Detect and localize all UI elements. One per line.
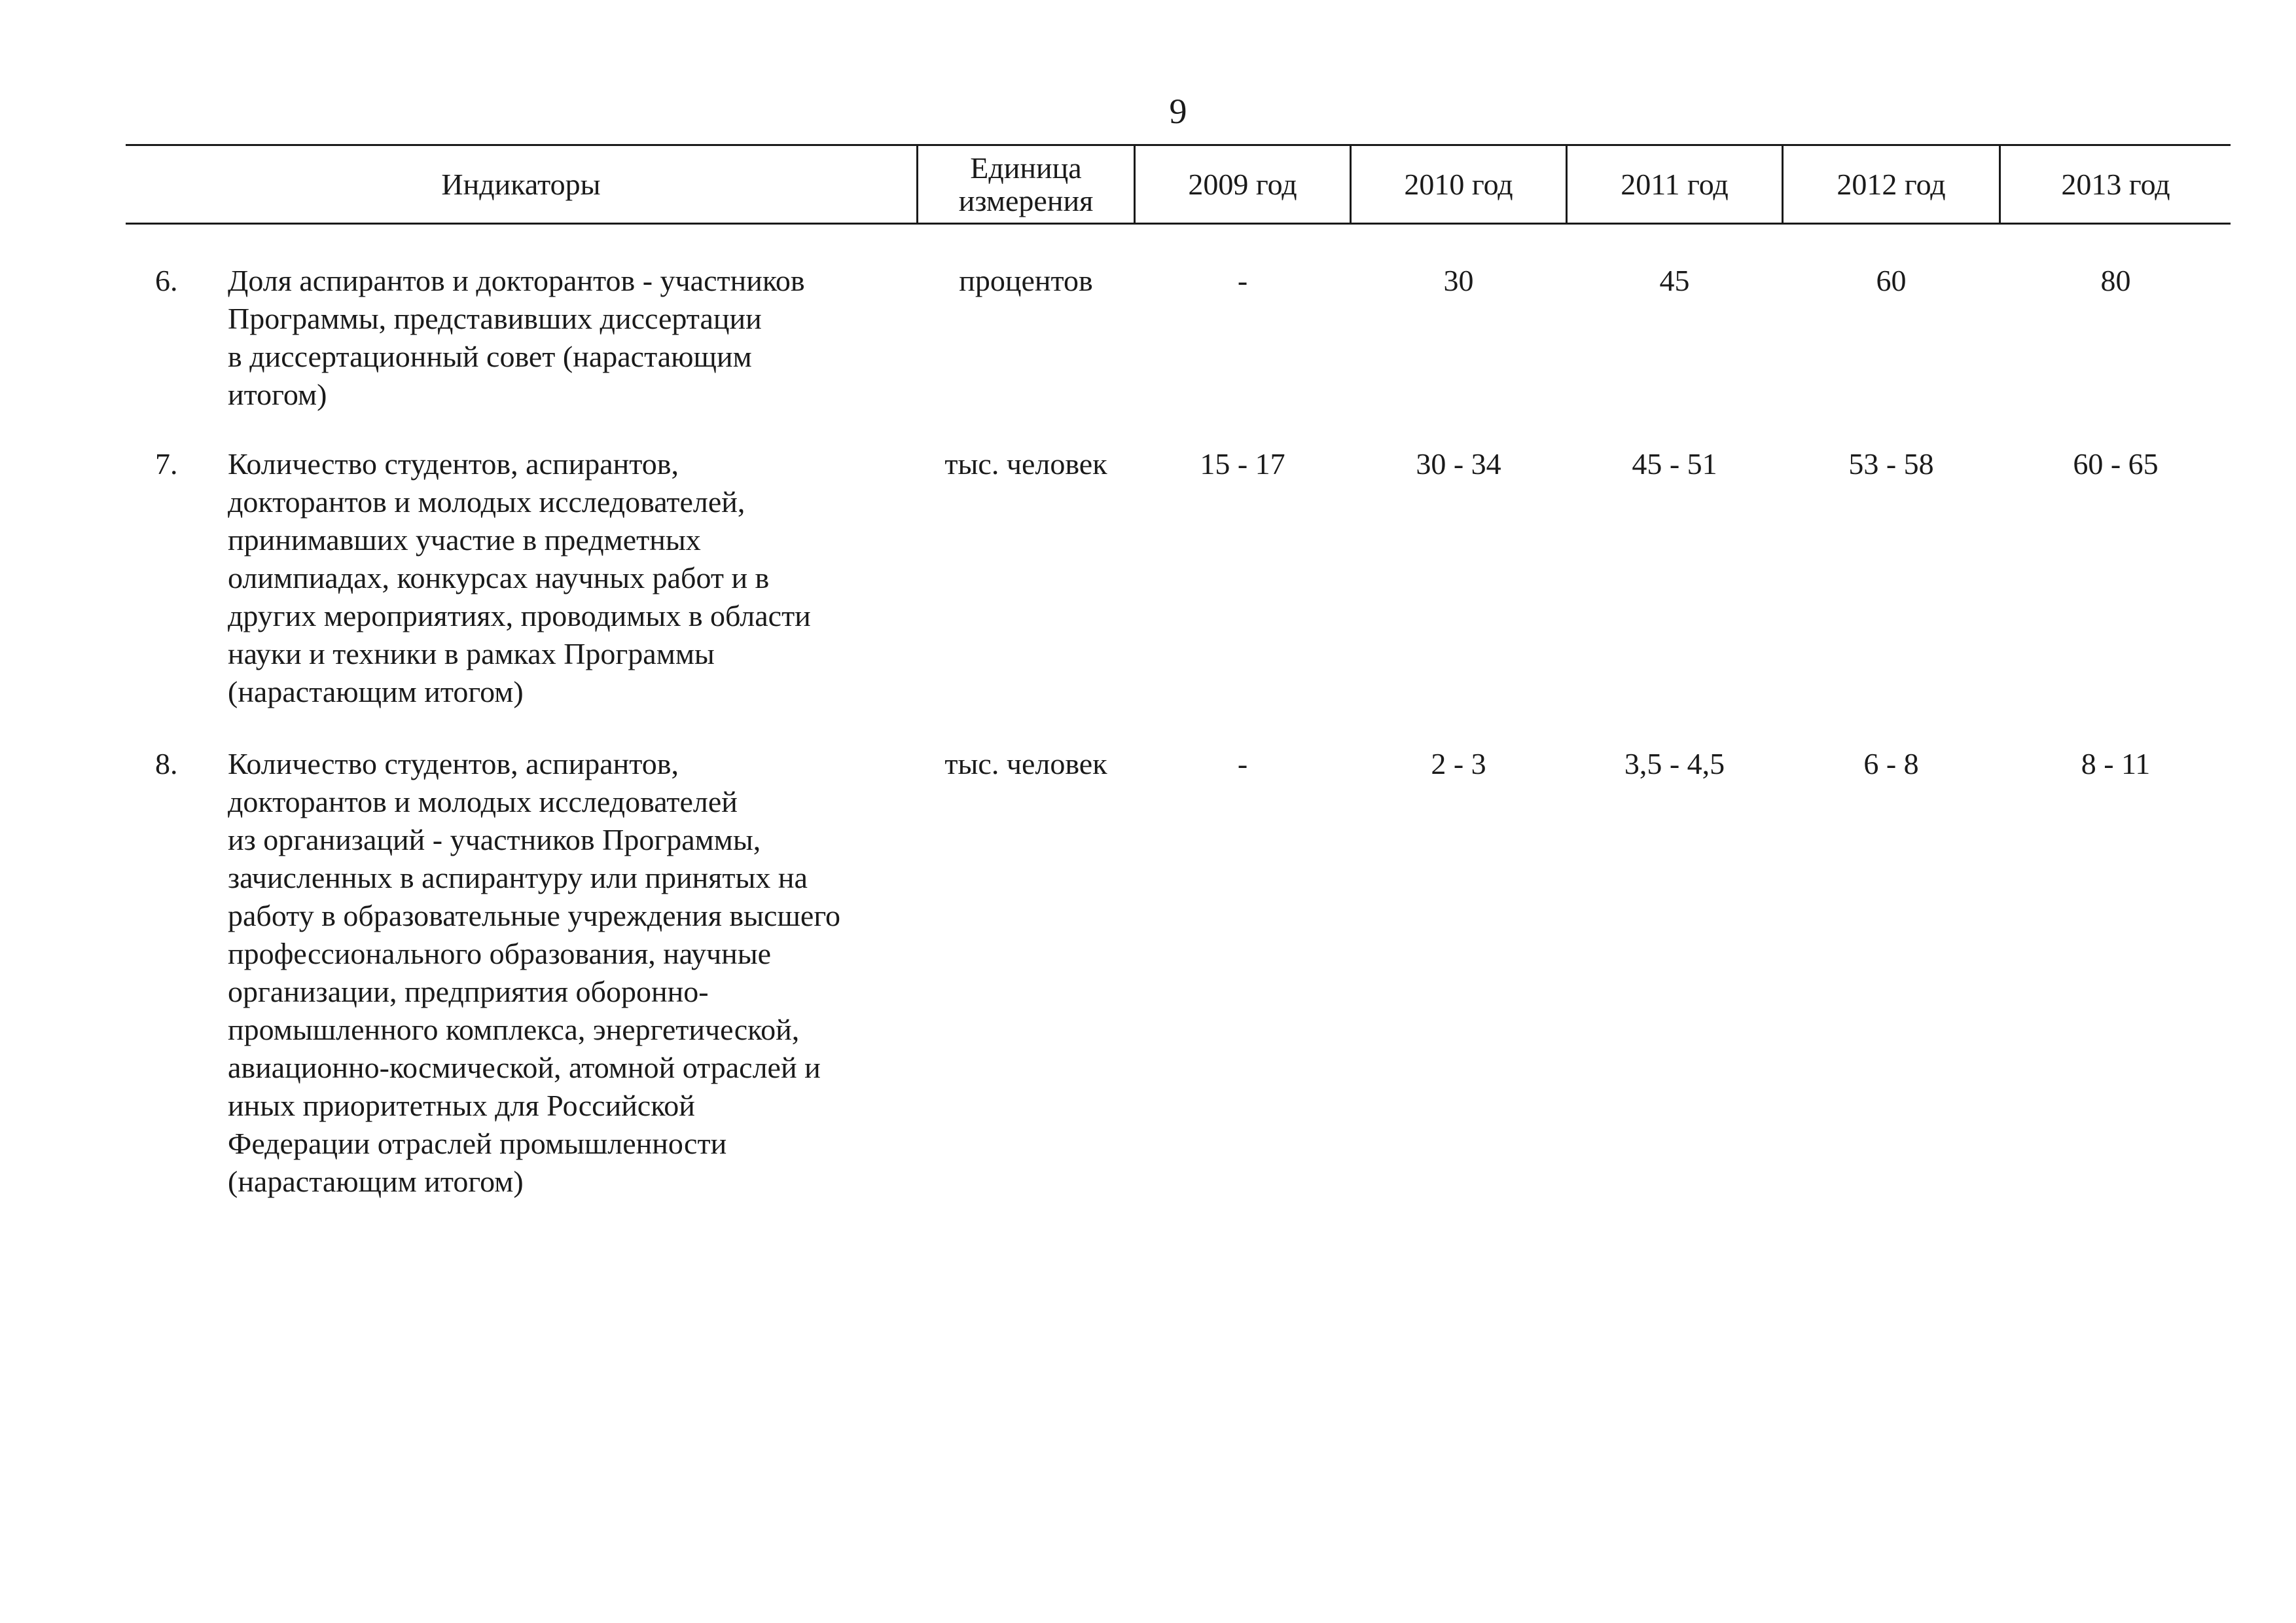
unit-cell: процентов: [959, 264, 1093, 297]
header-unit-line1: Единица: [970, 151, 1082, 185]
value-2009: -: [1237, 747, 1248, 780]
value-2009: 15 - 17: [1200, 447, 1285, 481]
row-number: 8.: [155, 747, 178, 780]
indicator-line: зачисленных в аспирантуру или принятых на: [228, 861, 808, 894]
header-year-2010: 2010 год: [1404, 167, 1513, 201]
value-2011: 45: [1659, 264, 1690, 297]
indicator-text: [228, 262, 1039, 414]
unit-cell: тыс. человек: [944, 747, 1107, 780]
header-year-2012: 2012 год: [1837, 167, 1946, 201]
indicator-line: иных приоритетных для Российской: [228, 1089, 695, 1122]
indicator-line: докторантов и молодых исследователей,: [228, 485, 745, 519]
indicator-line: (нарастающим итогом): [228, 675, 524, 708]
indicator-line: олимпиадах, конкурсах научных работ и в: [228, 561, 770, 594]
indicator-line: других мероприятиях, проводимых в области: [228, 599, 811, 632]
indicator-line: (нарастающим итогом): [228, 1165, 524, 1198]
indicator-line: Количество студентов, аспирантов,: [228, 747, 679, 780]
indicator-line: работу в образовательные учреждения высшего: [228, 899, 841, 932]
indicator-line: Количество студентов, аспирантов,: [228, 447, 679, 481]
row-number: 7.: [155, 447, 178, 481]
indicator-line: принимавших участие в предметных: [228, 523, 701, 556]
indicator-line: докторантов и молодых исследователей: [228, 785, 738, 818]
page-number: 9: [1169, 92, 1187, 131]
value-2010: 2 - 3: [1431, 747, 1486, 780]
value-2010: 30 - 34: [1416, 447, 1501, 481]
value-2010: 30: [1443, 264, 1474, 297]
value-2011: 3,5 - 4,5: [1624, 747, 1725, 780]
indicator-line: профессионального образования, научные: [228, 937, 772, 970]
header-unit: [918, 144, 1134, 225]
row-number: 6.: [155, 264, 178, 297]
indicator-text: [228, 445, 1039, 711]
unit-cell: тыс. человек: [944, 447, 1107, 481]
indicator-line: в диссертационный совет (нарастающим: [228, 340, 752, 373]
indicator-line: Федерации отраслей промышленности: [228, 1127, 727, 1160]
value-2013: 8 - 11: [2081, 747, 2151, 780]
value-2013: 60 - 65: [2073, 447, 2159, 481]
header-year-2009: 2009 год: [1188, 167, 1297, 201]
indicator-line: Доля аспирантов и докторантов - участников: [228, 264, 805, 297]
indicator-line: науки и техники в рамках Программы: [228, 637, 715, 670]
indicator-line: Программы, представивших диссертации: [228, 302, 762, 335]
value-2012: 60: [1876, 264, 1907, 297]
header-unit-line2: измерения: [958, 183, 1094, 217]
value-2012: 6 - 8: [1863, 747, 1919, 780]
indicator-line: авиационно-космической, атомной отраслей и: [228, 1051, 821, 1084]
indicator-text: [228, 745, 1039, 1201]
indicator-line: итогом): [228, 378, 327, 411]
value-2011: 45 - 51: [1632, 447, 1717, 481]
value-2012: 53 - 58: [1848, 447, 1934, 481]
indicator-line: промышленного комплекса, энергетической,: [228, 1013, 800, 1046]
header-year-2013: 2013 год: [2061, 167, 2170, 201]
value-2013: 80: [2100, 264, 2131, 297]
header-indicators: Индикаторы: [441, 167, 601, 201]
indicator-line: организации, предприятия оборонно-: [228, 975, 709, 1008]
indicator-line: из организаций - участников Программы,: [228, 823, 761, 856]
value-2009: -: [1237, 264, 1248, 297]
header-year-2011: 2011 год: [1621, 167, 1729, 201]
